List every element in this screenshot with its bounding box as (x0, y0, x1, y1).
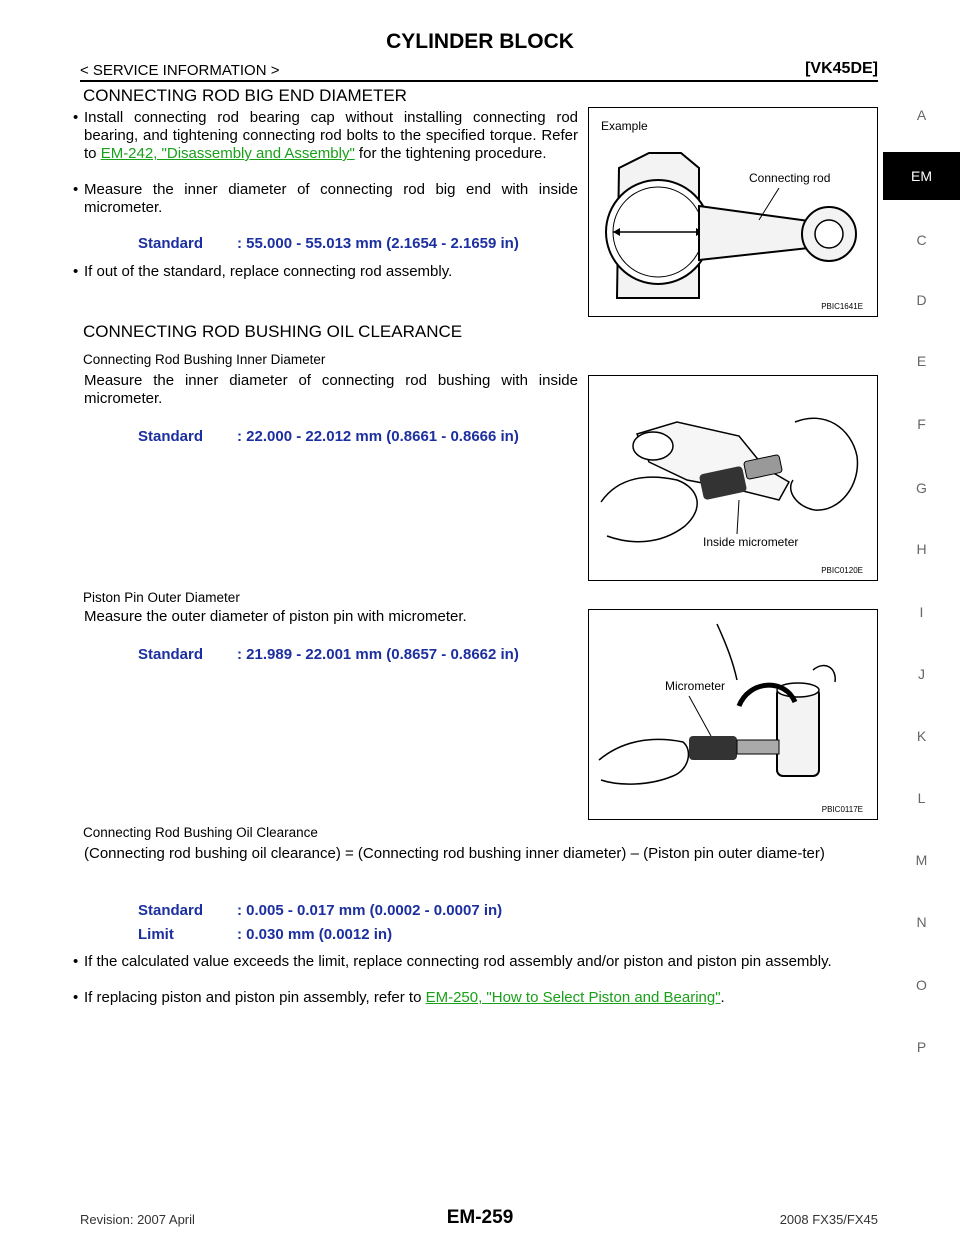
figure-callout-connecting-rod: Connecting rod (749, 171, 831, 185)
tab-p[interactable]: P (916, 1039, 927, 1055)
tab-a[interactable]: A (916, 107, 927, 123)
standard-big-end (138, 235, 519, 252)
standard-label: Standard (138, 902, 204, 919)
model-name: 2008 FX35/FX45 (779, 1212, 878, 1227)
standard-label: Standard (138, 428, 204, 445)
figure-code: PBIC1641E (821, 302, 863, 311)
bullet-measure-big-end (73, 181, 578, 217)
tab-o[interactable]: O (916, 977, 927, 993)
paragraph-piston-pin: Measure the outer diameter of piston pin with micrometer. (84, 608, 467, 625)
tab-em[interactable]: EM (883, 152, 960, 200)
standard-label: Standard (138, 646, 204, 663)
bullet-dot: • (73, 989, 79, 1006)
subheading-oil-clearance: Connecting Rod Bushing Oil Clearance (83, 825, 318, 840)
section-heading-bushing-clearance: CONNECTING ROD BUSHING OIL CLEARANCE (83, 322, 463, 341)
paragraph-formula: (Connecting rod bushing oil clearance) = (Connecting rod bushing inner diameter) – (Piston pin outer diame-ter) (84, 845, 825, 862)
figure-example-label: Example (601, 119, 648, 133)
limit-value: : 0.030 mm (0.0012 in) (237, 926, 393, 943)
tab-e[interactable]: E (916, 353, 927, 369)
figure-callout-micrometer: Micrometer (665, 679, 726, 693)
figure-callout-inside-micrometer: Inside micrometer (703, 535, 799, 549)
figure-code: PBIC0120E (821, 566, 863, 575)
page-title: CYLINDER BLOCK (386, 30, 574, 53)
standard-oil-clearance (138, 902, 502, 919)
inside-micrometer-illustration (589, 376, 877, 580)
tab-n[interactable]: N (916, 914, 927, 930)
tab-j[interactable]: J (918, 666, 925, 682)
link-disassembly-assembly[interactable]: EM-242, "Disassembly and Assembly" (100, 145, 355, 162)
tab-d[interactable]: D (916, 292, 927, 308)
bullet-exceeds-limit (73, 953, 878, 971)
tab-g[interactable]: G (916, 480, 927, 496)
page-number: EM-259 (446, 1207, 514, 1228)
standard-piston-pin (138, 646, 519, 663)
standard-value: : 0.005 - 0.017 mm (0.0002 - 0.0007 in) (237, 902, 503, 919)
bullet-install-cap (73, 109, 578, 163)
tab-k[interactable]: K (916, 728, 927, 744)
bullet-text: Install connecting rod bearing cap without installing connecting rod bearing, and tightening connecting rod bolts to the specified torque. Refer to (84, 109, 578, 162)
tab-c[interactable]: C (916, 232, 927, 248)
bullet-text: If replacing piston and piston pin assembly, refer to (84, 989, 426, 1006)
subheading-bushing-inner: Connecting Rod Bushing Inner Diameter (83, 352, 326, 367)
bullet-dot: • (73, 109, 79, 126)
standard-label: Standard (138, 235, 204, 252)
tab-h[interactable]: H (916, 541, 927, 557)
bullet-text: for the tightening procedure. (354, 145, 547, 162)
micrometer-illustration (589, 610, 877, 819)
subheading-piston-pin: Piston Pin Outer Diameter (83, 590, 240, 605)
tab-i[interactable]: I (919, 604, 924, 620)
revision-date: Revision: 2007 April (80, 1212, 195, 1227)
figure-inside-micrometer (588, 375, 878, 581)
limit-label: Limit (138, 926, 174, 943)
bullet-text: If out of the standard, replace connecting rod assembly. (84, 263, 453, 280)
bullet-out-of-standard (73, 263, 578, 281)
standard-value: : 21.989 - 22.001 mm (0.8657 - 0.8662 in) (237, 646, 519, 663)
standard-bushing-inner (138, 428, 519, 445)
link-select-piston-bearing[interactable]: EM-250, "How to Select Piston and Bearing" (425, 989, 721, 1006)
connecting-rod-illustration (589, 108, 877, 316)
bullet-text: . (720, 989, 725, 1006)
header-rule (80, 80, 878, 82)
bullet-replacing-piston (73, 989, 878, 1007)
bullet-dot: • (73, 181, 79, 198)
breadcrumb: < SERVICE INFORMATION > (80, 62, 280, 79)
engine-code: [VK45DE] (805, 60, 878, 77)
figure-micrometer (588, 609, 878, 820)
figure-code: PBIC0117E (821, 805, 863, 814)
standard-value: : 22.000 - 22.012 mm (0.8661 - 0.8666 in) (237, 428, 519, 445)
limit-oil-clearance (138, 926, 392, 943)
bullet-dot: • (73, 953, 79, 970)
tab-l[interactable]: L (917, 790, 926, 806)
figure-connecting-rod (588, 107, 878, 317)
tab-m[interactable]: M (915, 852, 928, 868)
section-heading-big-end: CONNECTING ROD BIG END DIAMETER (83, 86, 407, 105)
bullet-text: If the calculated value exceeds the limit, replace connecting rod assembly and/or piston and piston pin assembly. (84, 953, 832, 970)
bullet-dot: • (73, 263, 79, 280)
bullet-text: Measure the inner diameter of connecting rod big end with inside micrometer. (84, 181, 578, 216)
tab-f[interactable]: F (917, 416, 926, 432)
standard-value: : 55.000 - 55.013 mm (2.1654 - 2.1659 in) (237, 235, 519, 252)
paragraph-bushing-inner: Measure the inner diameter of connecting rod bushing with inside micrometer. (84, 372, 578, 407)
